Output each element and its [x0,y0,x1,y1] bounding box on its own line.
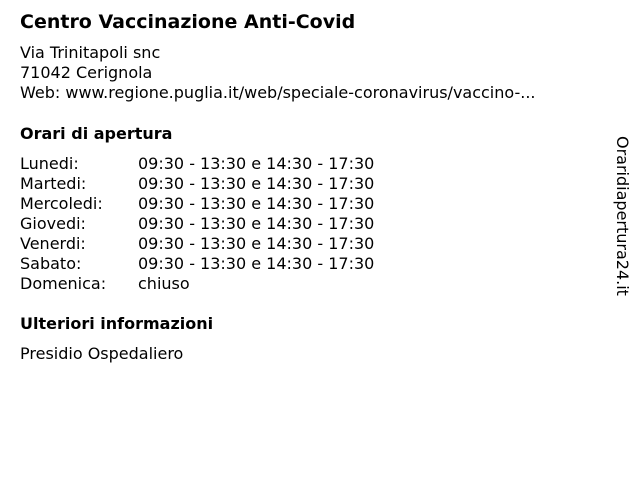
page-title: Centro Vaccinazione Anti-Covid [20,11,356,33]
day-label: Venerdi: [20,234,86,253]
time-value: 09:30 - 13:30 e 14:30 - 17:30 [138,234,375,253]
day-label: Mercoledi: [20,194,103,213]
time-value: 09:30 - 13:30 e 14:30 - 17:30 [138,254,375,273]
time-value: chiuso [138,274,190,293]
time-value: 09:30 - 13:30 e 14:30 - 17:30 [138,154,375,173]
day-label: Domenica: [20,274,107,293]
day-label: Lunedi: [20,154,79,173]
info-text: Presidio Ospedaliero [20,344,184,363]
info-heading: Ulteriori informazioni [20,314,214,333]
day-label: Sabato: [20,254,82,273]
address-web: Web: www.regione.puglia.it/web/speciale-coronavirus/vaccino-... [20,83,536,102]
day-label: Giovedi: [20,214,86,233]
time-value: 09:30 - 13:30 e 14:30 - 17:30 [138,174,375,193]
address-street: Via Trinitapoli snc [20,43,161,62]
time-value: 09:30 - 13:30 e 14:30 - 17:30 [138,194,375,213]
address-block [20,43,536,103]
site-watermark: Oraridiapertura24.it [613,136,632,296]
address-city: 71042 Cerignola [20,63,153,82]
hours-heading: Orari di apertura [20,124,173,143]
day-label: Martedi: [20,174,87,193]
time-value: 09:30 - 13:30 e 14:30 - 17:30 [138,214,375,233]
